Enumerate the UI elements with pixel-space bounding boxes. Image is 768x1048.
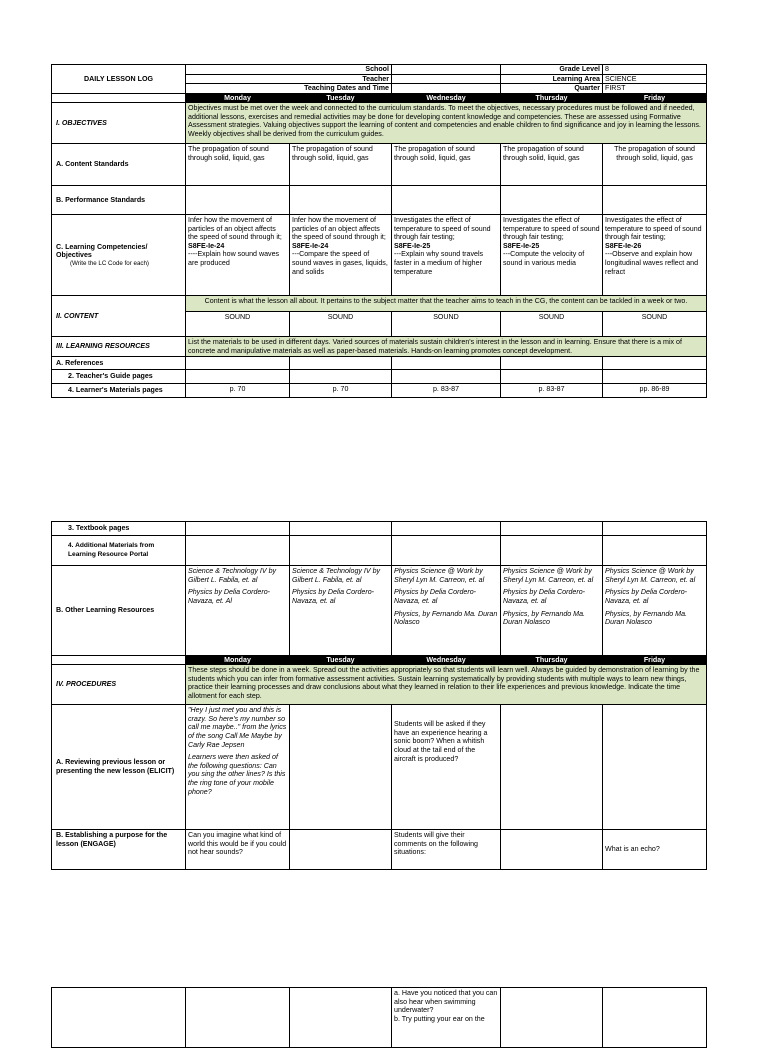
competencies-sublabel: (Write the LC Code for each) bbox=[70, 259, 149, 267]
competencies-label-cell bbox=[52, 214, 186, 295]
continued-thursday[interactable] bbox=[501, 988, 603, 1048]
learners-materials-thursday[interactable]: p. 83-87 bbox=[501, 384, 603, 398]
content-standards-wednesday[interactable]: The propagation of sound through solid, liquid, gas bbox=[392, 143, 501, 185]
reviewing-label: A. Reviewing previous lesson or presenting the new lesson (ELICIT) bbox=[52, 705, 186, 830]
day-header-wednesday: Wednesday bbox=[392, 656, 501, 665]
day-header-wednesday: Wednesday bbox=[392, 93, 501, 102]
competency-text: Investigates the effect of temperature to speed of sound through fair testing; bbox=[503, 215, 600, 242]
additional-materials-thursday[interactable] bbox=[501, 536, 603, 566]
other-resources-tuesday[interactable] bbox=[290, 566, 392, 656]
teaching-dates-field[interactable] bbox=[392, 84, 501, 94]
teachers-guide-wednesday[interactable] bbox=[392, 370, 501, 384]
other-resources-label: B. Other Learning Resources bbox=[52, 566, 186, 656]
references-tuesday[interactable] bbox=[290, 357, 392, 370]
resource-item: Science & Technology IV by Gilbert L. Fabila, et. al bbox=[292, 567, 381, 584]
references-label: A. References bbox=[52, 357, 186, 370]
textbook-tuesday[interactable] bbox=[290, 522, 392, 536]
teacher-field[interactable] bbox=[392, 74, 501, 84]
content-thursday[interactable]: SOUND bbox=[501, 311, 603, 336]
competencies-monday[interactable] bbox=[186, 214, 290, 295]
additional-materials-monday[interactable] bbox=[186, 536, 290, 566]
day-header-thursday: Thursday bbox=[501, 93, 603, 102]
additional-materials-label: 4. Additional Materials from Learning Resource Portal bbox=[52, 536, 186, 566]
teachers-guide-friday[interactable] bbox=[603, 370, 707, 384]
teaching-dates-label: Teaching Dates and Time bbox=[186, 84, 392, 94]
learning-resources-label: III. LEARNING RESOURCES bbox=[52, 336, 186, 356]
textbook-wednesday[interactable] bbox=[392, 522, 501, 536]
competency-text: Investigates the effect of temperature to speed of sound through fair testing; bbox=[394, 215, 491, 242]
learners-materials-monday[interactable]: p. 70 bbox=[186, 384, 290, 398]
other-resources-wednesday[interactable] bbox=[392, 566, 501, 656]
competency-objective: ---Explain why sound travels faster in a medium of higher temperature bbox=[394, 250, 484, 276]
continued-label bbox=[52, 988, 186, 1048]
performance-standards-friday[interactable] bbox=[603, 185, 707, 214]
quarter-label: Quarter bbox=[501, 84, 603, 94]
day-header-tuesday: Tuesday bbox=[290, 93, 392, 102]
references-friday[interactable] bbox=[603, 357, 707, 370]
competency-text: Infer how the movement of particles of an object affects the speed of sound through it; bbox=[188, 215, 282, 242]
other-resources-monday[interactable] bbox=[186, 566, 290, 656]
resource-item: Physics, by Fernando Ma. Duran Nolasco bbox=[605, 609, 688, 627]
lc-code: S8FE-Ie-24 bbox=[188, 241, 225, 250]
resource-item: Physics by Delia Cordero-Navaza, et. al bbox=[503, 588, 586, 605]
school-field[interactable] bbox=[392, 65, 501, 75]
content-label: II. CONTENT bbox=[52, 295, 186, 336]
performance-standards-wednesday[interactable] bbox=[392, 185, 501, 214]
quarter-value[interactable]: FIRST bbox=[603, 84, 707, 94]
lc-code: S8FE-Ie-25 bbox=[503, 241, 540, 250]
song-lyrics: "Hey I just met you and this is crazy. So here's my number so call me maybe.." from the lyrics of the song Call Me Maybe by Carly Rae Jepsen bbox=[188, 706, 287, 749]
resource-item: Physics by Delia Cordero-Navaza, et. al bbox=[394, 588, 477, 605]
additional-materials-tuesday[interactable] bbox=[290, 536, 392, 566]
competency-objective: ---Observe and explain how longitudinal waves reflect and refract bbox=[605, 250, 699, 276]
teachers-guide-monday[interactable] bbox=[186, 370, 290, 384]
objectives-label: I. OBJECTIVES bbox=[52, 102, 186, 143]
performance-standards-monday[interactable] bbox=[186, 185, 290, 214]
resource-item: Physics Science @ Work by Sheryl Lyn M. Carreon, et. al bbox=[605, 567, 696, 584]
review-questions: Learners were then asked of the following questions: Can you sing the other lines? Is this the ring tone of your mobile phone? bbox=[188, 753, 286, 796]
sonic-boom-question: Students will be asked if they have an experience hearing a sonic boom? When a whitish cloud at the tail end of the aircraft is produced? bbox=[394, 720, 488, 763]
textbook-label: 3. Textbook pages bbox=[52, 522, 186, 536]
content-standards-friday[interactable]: The propagation of sound through solid, liquid, gas bbox=[603, 143, 707, 185]
continued-tuesday[interactable] bbox=[290, 988, 392, 1048]
references-monday[interactable] bbox=[186, 357, 290, 370]
lesson-log-table-page1 bbox=[51, 64, 707, 398]
competencies-label: C. Learning Competencies/ Objectives bbox=[56, 242, 148, 260]
teachers-guide-thursday[interactable] bbox=[501, 370, 603, 384]
resource-item: Physics by Delia Cordero-Navaza, et. al bbox=[292, 588, 375, 605]
content-standards-label: A. Content Standards bbox=[52, 143, 186, 185]
resource-item: Physics by Delia Cordero-Navaza, et. al bbox=[605, 588, 688, 605]
resource-item: Physics, by Fernando Ma. Duran Nolasco bbox=[503, 609, 586, 627]
resource-item: Physics Science @ Work by Sheryl Lyn M. Carreon, et. al bbox=[503, 567, 594, 584]
performance-standards-thursday[interactable] bbox=[501, 185, 603, 214]
content-friday[interactable]: SOUND bbox=[603, 311, 707, 336]
grade-level-value[interactable]: 8 bbox=[603, 65, 707, 75]
additional-materials-friday[interactable] bbox=[603, 536, 707, 566]
continued-monday[interactable] bbox=[186, 988, 290, 1048]
resource-item: Physics, by Fernando Ma. Duran Nolasco bbox=[394, 609, 498, 627]
content-monday[interactable]: SOUND bbox=[186, 311, 290, 336]
textbook-monday[interactable] bbox=[186, 522, 290, 536]
references-wednesday[interactable] bbox=[392, 357, 501, 370]
lc-code: S8FE-Ie-26 bbox=[605, 241, 642, 250]
day-header-thursday: Thursday bbox=[501, 656, 603, 665]
competencies-friday[interactable] bbox=[603, 214, 707, 295]
teachers-guide-tuesday[interactable] bbox=[290, 370, 392, 384]
textbook-friday[interactable] bbox=[603, 522, 707, 536]
competency-objective: ----Explain how sound waves are produced bbox=[188, 250, 280, 268]
content-standards-thursday[interactable]: The propagation of sound through solid, liquid, gas bbox=[501, 143, 603, 185]
learners-materials-friday[interactable]: pp. 86-89 bbox=[603, 384, 707, 398]
learners-materials-wednesday[interactable]: p. 83-87 bbox=[392, 384, 501, 398]
day-header-monday: Monday bbox=[186, 656, 290, 665]
content-standards-tuesday[interactable]: The propagation of sound through solid, liquid, gas bbox=[290, 143, 392, 185]
establishing-tuesday[interactable] bbox=[290, 830, 392, 870]
teacher-label: Teacher bbox=[186, 74, 392, 84]
day-header-spacer bbox=[52, 656, 186, 665]
resource-item: Science & Technology IV by Gilbert L. Fabila, et. al bbox=[188, 567, 277, 584]
procedures-label: IV. PROCEDURES bbox=[52, 665, 186, 705]
day-header-spacer bbox=[52, 93, 186, 102]
establishing-wednesday[interactable]: Students will give their comments on the following situations: bbox=[392, 830, 501, 870]
content-tuesday[interactable]: SOUND bbox=[290, 311, 392, 336]
lesson-log-table-page3 bbox=[51, 987, 707, 1048]
resource-item: Physics by Delia Cordero-Navaza, et. Al bbox=[188, 588, 271, 605]
competency-objective: ---Compare the speed of sound waves in gases, liquids, and solids bbox=[292, 250, 388, 276]
establishing-label: B. Establishing a purpose for the lesson (ENGAGE) bbox=[52, 830, 186, 870]
daily-lesson-log-title: DAILY LESSON LOG bbox=[52, 65, 186, 94]
content-note: Content is what the lesson all about. It pertains to the subject matter that the teacher aims to teach in the CG, the content can be tackled in a week or two. bbox=[186, 295, 707, 311]
day-header-friday: Friday bbox=[603, 93, 707, 102]
reviewing-monday[interactable] bbox=[186, 705, 290, 830]
learning-area-value[interactable]: SCIENCE bbox=[603, 74, 707, 84]
reviewing-friday[interactable] bbox=[603, 705, 707, 830]
establishing-friday[interactable]: What is an echo? bbox=[603, 830, 707, 870]
school-label: School bbox=[186, 65, 392, 75]
lesson-log-table-page2 bbox=[51, 521, 707, 870]
additional-materials-wednesday[interactable] bbox=[392, 536, 501, 566]
reviewing-thursday[interactable] bbox=[501, 705, 603, 830]
performance-standards-tuesday[interactable] bbox=[290, 185, 392, 214]
lc-code: S8FE-Ie-24 bbox=[292, 241, 329, 250]
learners-materials-tuesday[interactable]: p. 70 bbox=[290, 384, 392, 398]
resource-item: Physics Science @ Work by Sheryl Lyn M. Carreon, et. al bbox=[394, 567, 485, 584]
learning-area-label: Learning Area bbox=[501, 74, 603, 84]
day-header-friday: Friday bbox=[603, 656, 707, 665]
textbook-thursday[interactable] bbox=[501, 522, 603, 536]
objectives-note: Objectives must be met over the week and connected to the curriculum standards. To meet the objectives, necessary procedures must be followed and if needed, additional lessons, exercises and remedial activities may be done for developing content knowledge and competencies. These are assessed using Formative Assessment strategies. Valuing objectives support the learning of content and competencies and enable children to find significance and joy in learning the lessons. Weekly objectives shall be derived from the curriculum guides. bbox=[186, 102, 707, 143]
competency-objective: ---Compute the velocity of sound in various media bbox=[503, 250, 585, 268]
references-thursday[interactable] bbox=[501, 357, 603, 370]
teachers-guide-label: 2. Teacher's Guide pages bbox=[52, 370, 186, 384]
competencies-tuesday[interactable] bbox=[290, 214, 392, 295]
content-standards-monday[interactable]: The propagation of sound through solid, liquid, gas bbox=[186, 143, 290, 185]
competencies-wednesday[interactable] bbox=[392, 214, 501, 295]
competency-text: Infer how the movement of particles of an object affects the speed of sound through it; bbox=[292, 215, 386, 242]
content-wednesday[interactable]: SOUND bbox=[392, 311, 501, 336]
other-resources-friday[interactable] bbox=[603, 566, 707, 656]
reviewing-tuesday[interactable] bbox=[290, 705, 392, 830]
grade-level-label: Grade Level bbox=[501, 65, 603, 75]
performance-standards-label: B. Performance Standards bbox=[52, 185, 186, 214]
competencies-thursday[interactable] bbox=[501, 214, 603, 295]
procedures-note: These steps should be done in a week. Spread out the activities appropriately so that students will learn well. Always be guided by demonstration of learning by the students which you can infer from formative assessment activities. Sustain learning systematically by providing students with multiple ways to learn new things, practice their learning processes and draw conclusions about what they learned in relation to their life experiences and previous knowledge. Indicate the time allotment for each step. bbox=[186, 665, 707, 705]
continued-friday[interactable] bbox=[603, 988, 707, 1048]
day-header-tuesday: Tuesday bbox=[290, 656, 392, 665]
continued-wednesday[interactable]: a. Have you noticed that you can also hear when swimming underwater? b. Try putting your ear on the bbox=[392, 988, 501, 1048]
establishing-thursday[interactable] bbox=[501, 830, 603, 870]
lc-code: S8FE-Ie-25 bbox=[394, 241, 431, 250]
competency-text: Investigates the effect of temperature to speed of sound through fair testing; bbox=[605, 215, 702, 242]
other-resources-thursday[interactable] bbox=[501, 566, 603, 656]
establishing-monday[interactable]: Can you imagine what kind of world this would be if you could not hear sounds? bbox=[186, 830, 290, 870]
learning-resources-note: List the materials to be used in different days. Varied sources of materials sustain children's interest in the lesson and in learning. Ensure that there is a mix of concrete and manipulative materials as well as paper-based materials. Hands-on learning promotes concept development. bbox=[186, 336, 707, 356]
reviewing-wednesday[interactable] bbox=[392, 705, 501, 830]
learners-materials-label: 4. Learner's Materials pages bbox=[52, 384, 186, 398]
day-header-monday: Monday bbox=[186, 93, 290, 102]
